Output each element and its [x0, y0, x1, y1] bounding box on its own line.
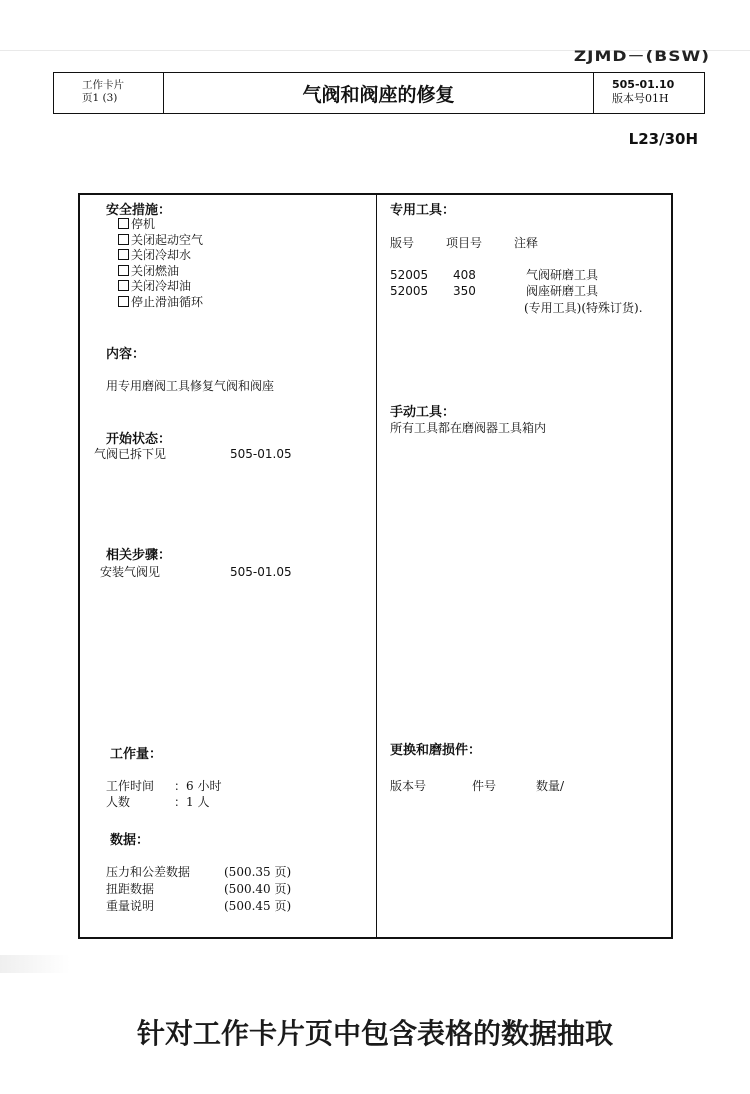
content-heading: 内容： — [106, 347, 146, 362]
special-tools-heading: 专用工具： — [390, 203, 456, 218]
col-header-item: 项目号 — [446, 236, 483, 250]
start-state-text: 气阀已拆下见 — [94, 447, 167, 461]
checkbox-icon — [118, 296, 129, 307]
checkbox-icon — [118, 265, 129, 276]
card-label: 工作卡片 — [82, 79, 124, 91]
left-column — [80, 195, 377, 937]
data-row-label: 扭距数据 — [106, 882, 155, 896]
tool-row-note: 气阀研磨工具 — [526, 268, 599, 282]
header-right-cell — [594, 73, 704, 113]
related-steps-ref: 505-01.05 — [230, 565, 292, 579]
workload-heading: 工作量： — [110, 747, 163, 762]
spare-parts-heading: 更换和磨损件： — [390, 743, 482, 758]
workload-people-value: ：1 人 — [174, 795, 210, 809]
checkbox-icon — [118, 249, 129, 260]
checkbox-icon — [118, 218, 129, 229]
spare-col-qty: 数量/ — [536, 779, 565, 793]
right-column — [377, 195, 671, 937]
data-row-label: 重量说明 — [106, 899, 155, 913]
page-caption: 针对工作卡片页中包含表格的数据抽取 — [136, 1017, 613, 1050]
tool-row-note: 阀座研磨工具 — [526, 284, 599, 298]
spare-col-part: 件号 — [472, 779, 497, 793]
spare-col-version: 版本号 — [390, 779, 427, 793]
workload-time-value: ：6 小时 — [174, 779, 222, 793]
checklist-item: 关闭燃油 — [118, 264, 203, 280]
workload-time-label: 工作时间 — [106, 779, 155, 793]
checklist-item: 停止滑油循环 — [118, 295, 203, 311]
start-state-ref: 505-01.05 — [230, 447, 292, 461]
tool-row-item: 408 — [453, 268, 476, 282]
data-heading: 数据： — [110, 833, 150, 848]
checkbox-icon — [118, 234, 129, 245]
related-steps-heading: 相关步骤： — [106, 548, 172, 563]
header-left-cell — [54, 73, 164, 113]
checklist-item: 关闭起动空气 — [118, 233, 203, 249]
brand-logo: ZJMD－(BSW) — [573, 48, 710, 66]
card-header — [53, 72, 705, 114]
col-header-plate: 版号 — [390, 236, 415, 250]
safety-checklist — [118, 217, 203, 310]
hand-tools-text: 所有工具都在磨阀器工具箱内 — [390, 421, 547, 435]
data-row-label: 压力和公差数据 — [106, 865, 191, 879]
data-row-ref: (500.45 页) — [224, 899, 292, 913]
checklist-item: 关闭冷却油 — [118, 279, 203, 295]
checkbox-icon — [118, 280, 129, 291]
work-card-table — [78, 193, 673, 939]
start-state-heading: 开始状态： — [106, 432, 172, 447]
tool-note-extra: (专用工具)(特殊订货). — [524, 301, 643, 315]
doc-number: 505-01.10 — [612, 78, 675, 91]
document-title: 气阀和阀座的修复 — [164, 73, 594, 113]
engine-model: L23/30H — [628, 130, 698, 148]
checklist-item: 停机 — [118, 217, 203, 233]
scan-shadow — [0, 955, 70, 973]
content-text: 用专用磨阀工具修复气阀和阀座 — [106, 379, 275, 393]
workload-people-label: 人数 — [106, 795, 131, 809]
page-label: 页1 (3) — [82, 92, 118, 104]
tool-row-item: 350 — [453, 284, 476, 298]
hand-tools-heading: 手动工具： — [390, 405, 456, 420]
safety-heading: 安全措施： — [106, 203, 172, 218]
tool-row-plate: 52005 — [390, 268, 429, 282]
tool-row-plate: 52005 — [390, 284, 429, 298]
col-header-note: 注释 — [514, 236, 539, 250]
version-label: 版本号01H — [612, 92, 669, 105]
data-row-ref: (500.35 页) — [224, 865, 292, 879]
data-row-ref: (500.40 页) — [224, 882, 292, 896]
checklist-item: 关闭冷却水 — [118, 248, 203, 264]
related-steps-text: 安装气阀见 — [100, 565, 161, 579]
